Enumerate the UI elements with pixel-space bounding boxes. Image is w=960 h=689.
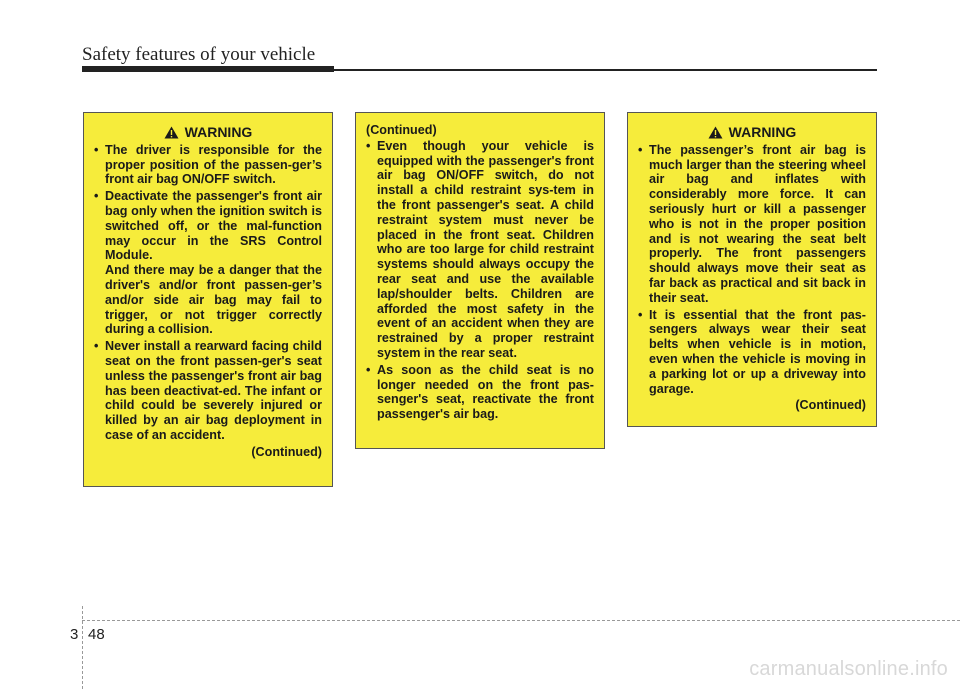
warning-list	[638, 143, 866, 397]
header-rule-thick	[82, 66, 334, 72]
list-item-text: As soon as the child seat is no longer needed on the front pas-senger's seat, reactivate the front passenger's air bag.	[377, 362, 594, 422]
watermark: carmanualsonline.info	[749, 658, 948, 680]
warning-triangle-icon	[708, 126, 723, 139]
continued-label-top: (Continued)	[366, 123, 437, 137]
list-item-text: The driver is responsible for the proper position of the passen-ger’s front air bag ON/OFF switch.	[105, 142, 322, 187]
warning-box-1	[83, 112, 333, 487]
list-item	[366, 139, 594, 361]
continued-label: (Continued)	[251, 444, 322, 459]
list-item	[94, 339, 322, 443]
continued-label: (Continued)	[795, 398, 866, 413]
warning-heading-text: WARNING	[728, 124, 797, 140]
list-item-text: It is essential that the front pas-sengers always wear their seat belts when vehicle is in motion, even when the vehicle is moving in a parking lot or up a driveway into garage.	[649, 307, 866, 396]
chapter-number: 3	[70, 626, 79, 643]
list-item-text: Never install a rearward facing child seat on the front passen-ger's seat unless the passenger's front air bag has been deactivat-ed. The infant or child could be severely injured or killed by an air bag deployment in case of an accident.	[105, 339, 322, 442]
header-rule	[82, 66, 877, 74]
list-item	[638, 308, 866, 397]
warning-list	[94, 143, 322, 443]
list-item-subtext: And there may be a danger that the driver's and/or front passen-ger’s and/or side air bag may fail to trigger, or not trigger correctly during a collision.	[105, 263, 322, 337]
list-item	[94, 189, 322, 337]
page-header-title: Safety features of your vehicle	[82, 44, 316, 65]
list-item	[366, 363, 594, 422]
warning-box-3	[627, 112, 877, 427]
list-item-text: Even though your vehicle is equipped with the passenger's front air bag ON/OFF switch, do not install a child restraint sys-tem in the front passenger's seat. A child restraint system must never be placed in the front seat. Children who are too large for child restraint systems should always occupy the rear seat and use the available lap/shoulder belts. Children are afforded the most safety in the event of an accident when they are restrained by a proper restraint system in the rear seat.	[377, 138, 594, 360]
warning-box-2	[355, 112, 605, 449]
warning-heading	[638, 125, 866, 140]
list-item	[638, 143, 866, 306]
list-item-text: The passenger’s front air bag is much larger than the steering wheel air bag and inflates with considerably more force. It can seriously hurt or kill a passenger who is not in the proper position and is not wearing the seat belt properly. The front passengers should always move their seat as far back as practical and sit back in their seat.	[649, 142, 866, 305]
footer-vertical-divider	[82, 606, 83, 689]
list-item-text: Deactivate the passenger's front air bag only when the ignition switch is switched off, or the mal-function may occur in the SRS Control Module.	[105, 189, 322, 263]
warning-heading	[94, 125, 322, 140]
warning-list	[366, 139, 594, 422]
page-number: 48	[88, 626, 105, 643]
footer-divider	[82, 620, 960, 621]
list-item	[94, 143, 322, 187]
warning-triangle-icon	[164, 126, 179, 139]
warning-heading-text: WARNING	[184, 124, 253, 140]
